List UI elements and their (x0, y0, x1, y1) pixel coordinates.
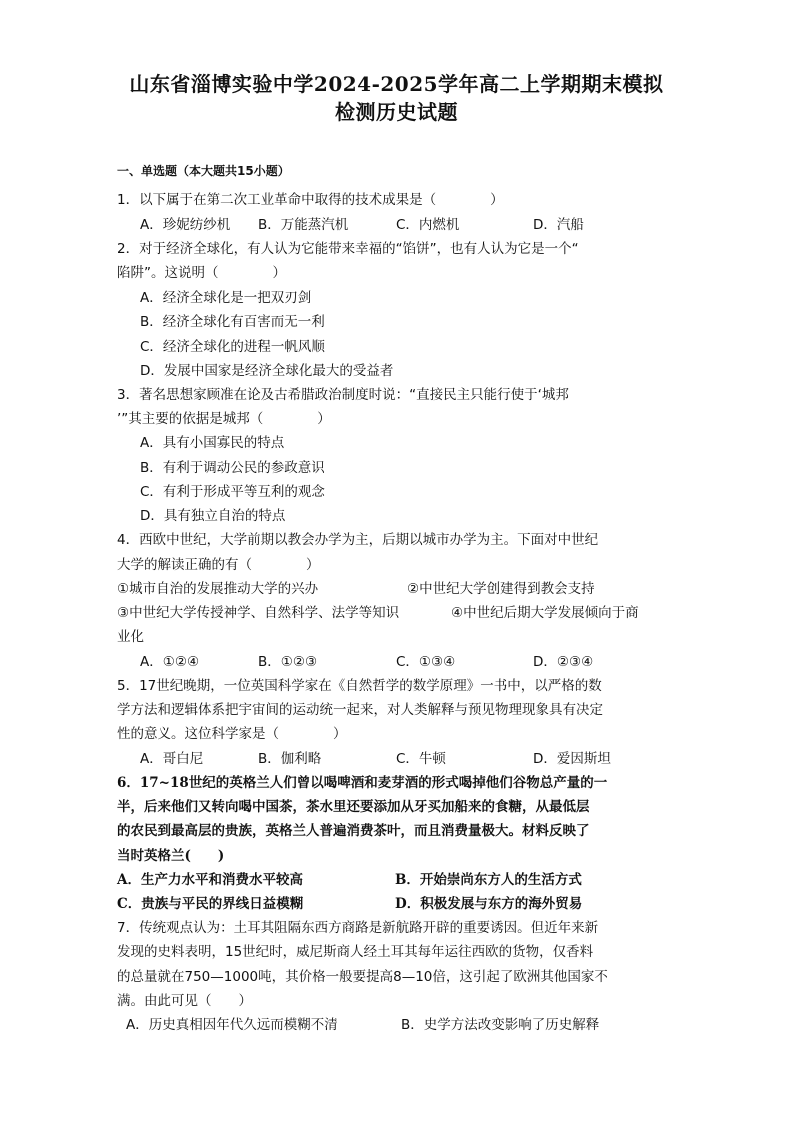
question-1-option-b: B．万能蒸汽机 (258, 217, 349, 233)
question-6-option-c: C．贵族与平民的界线日益模糊 (117, 896, 304, 912)
question-4-item-4: ④中世纪后期大学发展倾向于商 (451, 605, 639, 621)
question-5-option-d: D．爱因斯坦 (533, 751, 611, 767)
exam-title-line-1: 山东省淄博实验中学2024-2025学年高二上学期期末模拟 (129, 72, 664, 96)
question-4-item-1: ①城市自治的发展推动大学的兴办 (117, 581, 319, 597)
question-4-option-a: A．①②④ (140, 654, 200, 670)
question-1-option-a: A．珍妮纺纱机 (140, 217, 231, 233)
question-4-item-3: ③中世纪大学传授神学、自然科学、法学等知识 (117, 605, 400, 621)
question-5-option-c: C．牛顿 (396, 751, 446, 767)
question-7-stem-line-1: 7．传统观点认为：土耳其阻隔东西方商路是新航路开辟的重要诱因。但近年来新 (117, 920, 599, 936)
question-4-stem-line-1: 4．西欧中世纪，大学前期以教会办学为主，后期以城市办学为主。下面对中世纪 (117, 532, 599, 548)
question-4-item-2: ②中世纪大学创建得到教会支持 (407, 581, 595, 597)
question-7-option-b: B．史学方法改变影响了历史解释 (401, 1017, 600, 1033)
question-1-option-d: D．汽船 (533, 217, 584, 233)
question-4-item-4-continued: 业化 (117, 629, 144, 645)
question-6-stem-line-2: 半，后来他们又转向喝中国茶，茶水里还要添加从牙买加船来的食糖，从最低层 (117, 799, 590, 815)
question-1-stem: 1．以下属于在第二次工业革命中取得的技术成果是（ ） (117, 192, 504, 208)
section-heading: 一、单选题（本大题共15小题） (117, 164, 290, 178)
question-6-stem-line-4: 当时英格兰( ) (117, 848, 225, 864)
question-6-option-a: A．生产力水平和消费水平较高 (117, 872, 303, 888)
question-2-option-b: B．经济全球化有百害而无一利 (140, 314, 325, 330)
question-6-stem-line-1: 6．17~18世纪的英格兰人们曾以喝啤酒和麦芽酒的形式喝掉他们谷物总产量的一 (117, 775, 608, 791)
question-3-option-d: D．具有独立自治的特点 (140, 508, 286, 524)
question-2-option-c: C．经济全球化的进程一帆风顺 (140, 339, 325, 355)
question-2-stem-line-2: 陷阱”。这说明（ ） (117, 265, 286, 281)
question-4-option-d: D．②③④ (533, 654, 594, 670)
question-4-stem-line-2: 大学的解读正确的有（ ） (117, 557, 320, 573)
question-6-option-b: B．开始崇尚东方人的生活方式 (395, 872, 582, 888)
question-2-stem-line-1: 2．对于经济全球化，有人认为它能带来幸福的“馅饼”，也有人认为它是一个“ (117, 241, 579, 257)
question-2-option-d: D．发展中国家是经济全球化最大的受益者 (140, 363, 394, 379)
question-5-stem-line-1: 5．17世纪晚期，一位英国科学家在《自然哲学的数学原理》一书中，以严格的数 (117, 678, 602, 694)
question-5-option-b: B．伽利略 (258, 751, 322, 767)
question-3-option-b: B．有利于调动公民的参政意识 (140, 460, 325, 476)
question-5-option-a: A．哥白尼 (140, 751, 204, 767)
question-2-option-a: A．经济全球化是一把双刃剑 (140, 290, 312, 306)
exam-title-line-2: 检测历史试题 (335, 100, 458, 124)
question-5-stem-line-3: 性的意义。这位科学家是（ ） (117, 726, 347, 742)
question-3-stem-line-1: 3．著名思想家顾准在论及古希腊政治制度时说：“直接民主只能行使于‘城邦 (117, 387, 569, 403)
question-3-option-a: A．具有小国寡民的特点 (140, 435, 285, 451)
question-7-stem-line-4: 满。由此可见（ ） (117, 993, 252, 1009)
question-7-option-a: A．历史真相因年代久远而模糊不清 (126, 1017, 338, 1033)
question-7-stem-line-3: 的总量就在750—1000吨，其价格一般要提高8—10倍，这引起了欧洲其他国家不 (117, 969, 608, 985)
question-1-option-c: C．内燃机 (396, 217, 460, 233)
question-4-option-b: B．①②③ (258, 654, 318, 670)
question-6-option-d: D．积极发展与东方的海外贸易 (395, 896, 583, 912)
question-3-option-c: C．有利于形成平等互利的观念 (140, 484, 325, 500)
question-7-stem-line-2: 发现的史料表明，15世纪时，威尼斯商人经土耳其每年运往西欧的货物，仅香料 (117, 944, 594, 960)
question-6-stem-line-3: 的农民到最高层的贵族，英格兰人普遍消费茶叶，而且消费量极大。材料反映了 (117, 823, 590, 839)
question-5-stem-line-2: 学方法和逻辑体系把宇宙间的运动统一起来，对人类解释与预见物理现象具有决定 (117, 702, 603, 718)
question-3-stem-line-2: ’”其主要的依据是城邦（ ） (117, 411, 331, 427)
question-4-option-c: C．①③④ (396, 654, 456, 670)
